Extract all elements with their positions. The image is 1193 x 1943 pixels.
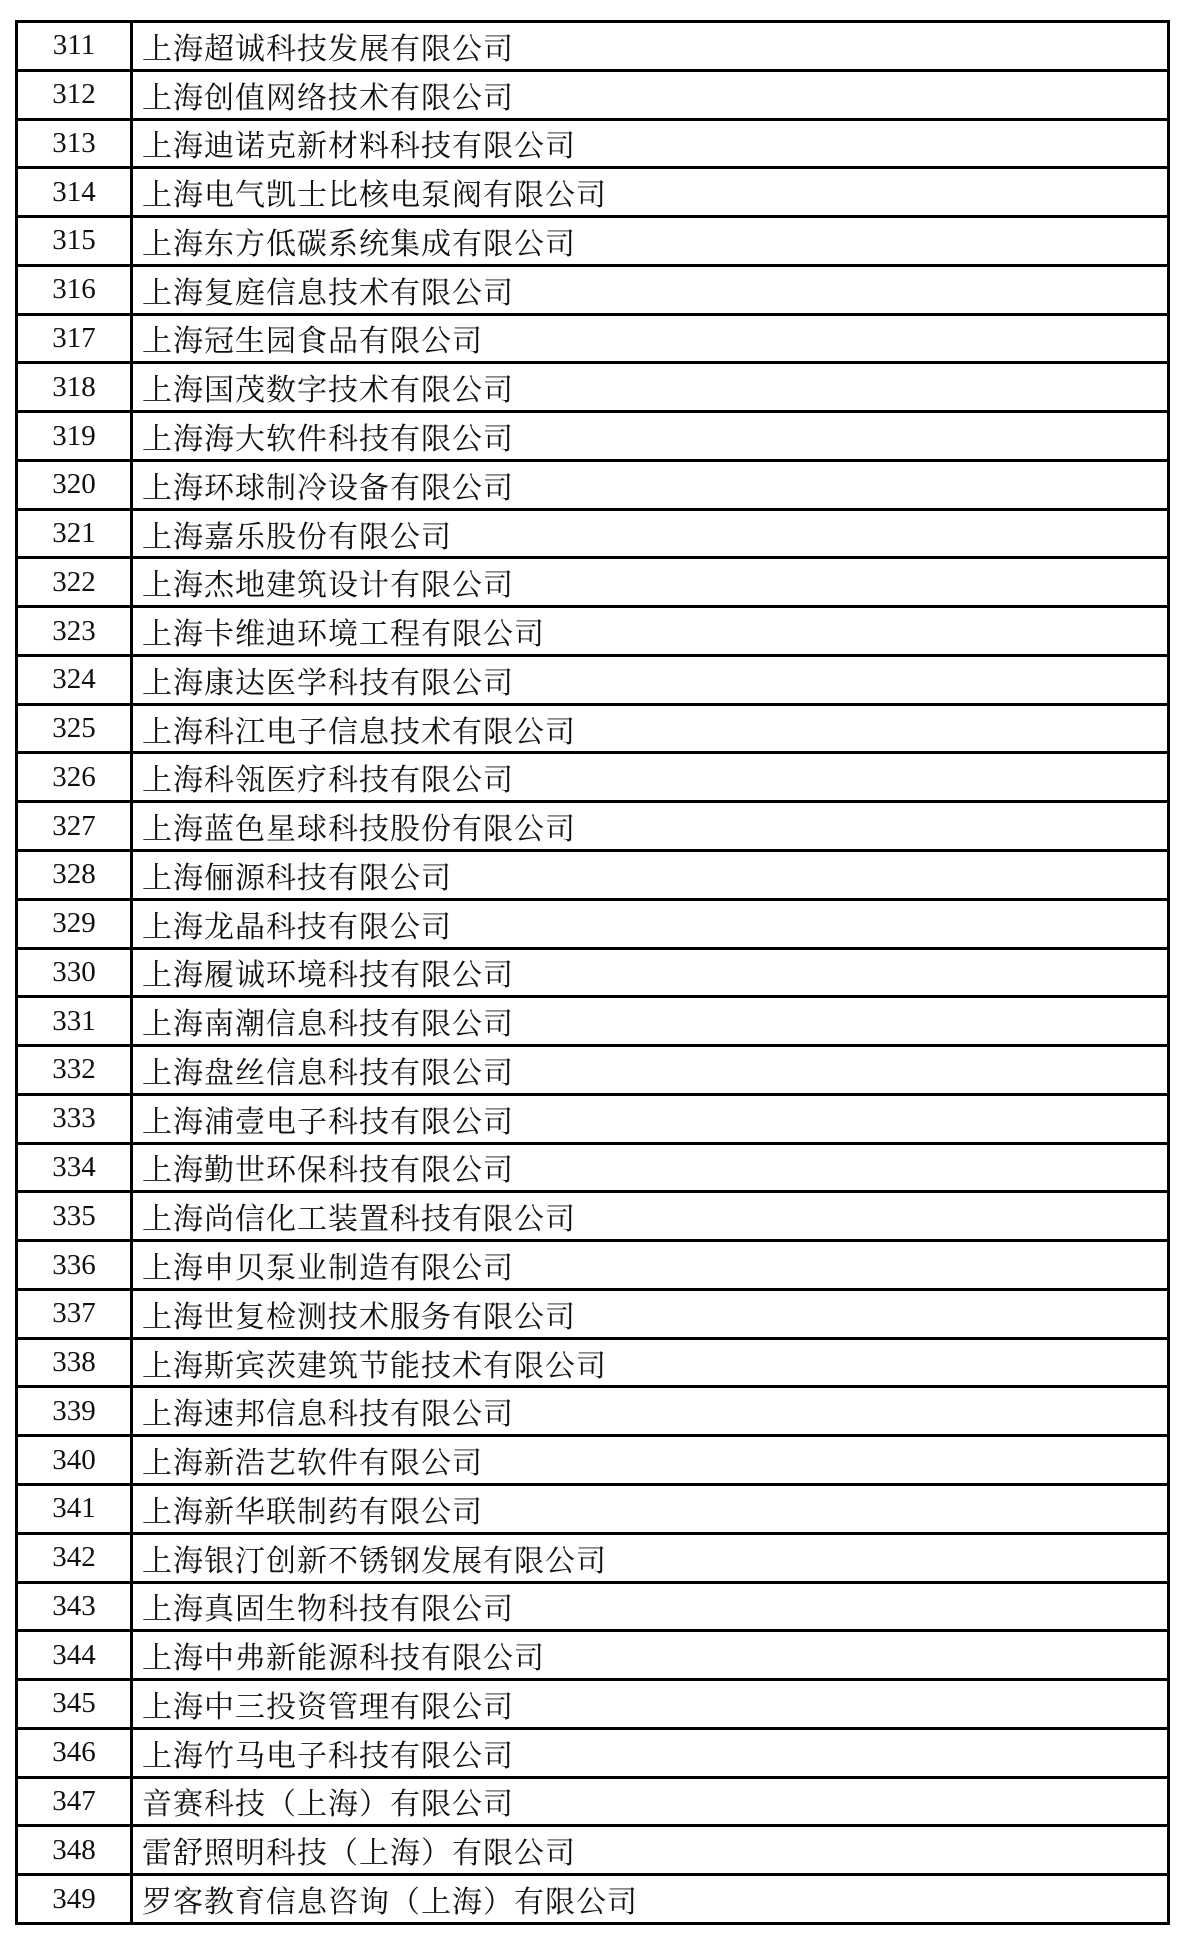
table-row [17, 1826, 1169, 1875]
company-name-cell: 上海真固生物科技有限公司 [132, 1582, 1169, 1631]
row-number-cell: 331 [17, 997, 132, 1046]
company-name-cell: 罗客教育信息咨询（上海）有限公司 [132, 1875, 1169, 1924]
company-name-cell: 上海超诚科技发展有限公司 [132, 22, 1169, 71]
table-row [17, 1582, 1169, 1631]
row-number-cell: 319 [17, 412, 132, 461]
table-row [17, 1875, 1169, 1924]
row-number-cell: 334 [17, 1143, 132, 1192]
company-name-cell: 上海履诚环境科技有限公司 [132, 948, 1169, 997]
row-number-cell: 340 [17, 1436, 132, 1485]
company-name-cell: 上海南潮信息科技有限公司 [132, 997, 1169, 1046]
row-number-cell: 315 [17, 217, 132, 266]
row-number-cell: 348 [17, 1826, 132, 1875]
company-name-cell: 音赛科技（上海）有限公司 [132, 1777, 1169, 1826]
table-row [17, 1338, 1169, 1387]
company-name-cell: 雷舒照明科技（上海）有限公司 [132, 1826, 1169, 1875]
row-number-cell: 318 [17, 363, 132, 412]
company-name-cell: 上海杰地建筑设计有限公司 [132, 558, 1169, 607]
table-row [17, 168, 1169, 217]
row-number-cell: 320 [17, 460, 132, 509]
table-row [17, 1387, 1169, 1436]
table-row [17, 753, 1169, 802]
table-row [17, 899, 1169, 948]
row-number-cell: 332 [17, 1046, 132, 1095]
row-number-cell: 324 [17, 655, 132, 704]
company-name-cell: 上海迪诺克新材料科技有限公司 [132, 119, 1169, 168]
row-number-cell: 313 [17, 119, 132, 168]
row-number-cell: 337 [17, 1289, 132, 1338]
table-row [17, 704, 1169, 753]
row-number-cell: 326 [17, 753, 132, 802]
table-row [17, 1728, 1169, 1777]
company-name-cell: 上海蓝色星球科技股份有限公司 [132, 802, 1169, 851]
company-name-cell: 上海俪源科技有限公司 [132, 851, 1169, 900]
company-name-cell: 上海海大软件科技有限公司 [132, 412, 1169, 461]
company-name-cell: 上海东方低碳系统集成有限公司 [132, 217, 1169, 266]
company-name-cell: 上海科瓴医疗科技有限公司 [132, 753, 1169, 802]
row-number-cell: 338 [17, 1338, 132, 1387]
company-name-cell: 上海申贝泵业制造有限公司 [132, 1241, 1169, 1290]
company-name-cell: 上海复庭信息技术有限公司 [132, 265, 1169, 314]
company-name-cell: 上海冠生园食品有限公司 [132, 314, 1169, 363]
table-row [17, 1094, 1169, 1143]
table-row [17, 1777, 1169, 1826]
company-name-cell: 上海康达医学科技有限公司 [132, 655, 1169, 704]
table-row [17, 1631, 1169, 1680]
row-number-cell: 314 [17, 168, 132, 217]
row-number-cell: 327 [17, 802, 132, 851]
row-number-cell: 336 [17, 1241, 132, 1290]
company-name-cell: 上海新华联制药有限公司 [132, 1484, 1169, 1533]
company-name-cell: 上海科江电子信息技术有限公司 [132, 704, 1169, 753]
company-name-cell: 上海勤世环保科技有限公司 [132, 1143, 1169, 1192]
table-row [17, 1680, 1169, 1729]
row-number-cell: 341 [17, 1484, 132, 1533]
company-name-cell: 上海中弗新能源科技有限公司 [132, 1631, 1169, 1680]
table-row [17, 1192, 1169, 1241]
company-name-cell: 上海电气凯士比核电泵阀有限公司 [132, 168, 1169, 217]
table-row [17, 509, 1169, 558]
row-number-cell: 342 [17, 1533, 132, 1582]
table-row [17, 22, 1169, 71]
row-number-cell: 312 [17, 70, 132, 119]
company-name-cell: 上海中三投资管理有限公司 [132, 1680, 1169, 1729]
table-row [17, 217, 1169, 266]
company-name-cell: 上海竹马电子科技有限公司 [132, 1728, 1169, 1777]
table-row [17, 314, 1169, 363]
company-table [15, 20, 1170, 1925]
table-row [17, 119, 1169, 168]
company-name-cell: 上海浦壹电子科技有限公司 [132, 1094, 1169, 1143]
table-row [17, 460, 1169, 509]
table-row [17, 412, 1169, 461]
table-row [17, 1533, 1169, 1582]
row-number-cell: 317 [17, 314, 132, 363]
row-number-cell: 349 [17, 1875, 132, 1924]
table-row [17, 1289, 1169, 1338]
row-number-cell: 339 [17, 1387, 132, 1436]
row-number-cell: 346 [17, 1728, 132, 1777]
row-number-cell: 343 [17, 1582, 132, 1631]
company-name-cell: 上海盘丝信息科技有限公司 [132, 1046, 1169, 1095]
row-number-cell: 325 [17, 704, 132, 753]
table-row [17, 851, 1169, 900]
company-name-cell: 上海龙晶科技有限公司 [132, 899, 1169, 948]
row-number-cell: 333 [17, 1094, 132, 1143]
company-name-cell: 上海卡维迪环境工程有限公司 [132, 607, 1169, 656]
table-row [17, 1241, 1169, 1290]
table-row [17, 655, 1169, 704]
row-number-cell: 330 [17, 948, 132, 997]
row-number-cell: 323 [17, 607, 132, 656]
row-number-cell: 328 [17, 851, 132, 900]
row-number-cell: 344 [17, 1631, 132, 1680]
row-number-cell: 329 [17, 899, 132, 948]
row-number-cell: 322 [17, 558, 132, 607]
row-number-cell: 347 [17, 1777, 132, 1826]
company-table-body [17, 22, 1169, 1924]
row-number-cell: 311 [17, 22, 132, 71]
company-name-cell: 上海新浩艺软件有限公司 [132, 1436, 1169, 1485]
company-name-cell: 上海环球制冷设备有限公司 [132, 460, 1169, 509]
company-name-cell: 上海嘉乐股份有限公司 [132, 509, 1169, 558]
company-name-cell: 上海银汀创新不锈钢发展有限公司 [132, 1533, 1169, 1582]
table-row [17, 363, 1169, 412]
table-row [17, 70, 1169, 119]
row-number-cell: 345 [17, 1680, 132, 1729]
company-name-cell: 上海国茂数字技术有限公司 [132, 363, 1169, 412]
table-row [17, 558, 1169, 607]
company-name-cell: 上海尚信化工装置科技有限公司 [132, 1192, 1169, 1241]
table-row [17, 997, 1169, 1046]
company-name-cell: 上海世复检测技术服务有限公司 [132, 1289, 1169, 1338]
row-number-cell: 321 [17, 509, 132, 558]
row-number-cell: 335 [17, 1192, 132, 1241]
table-row [17, 1143, 1169, 1192]
table-row [17, 948, 1169, 997]
row-number-cell: 316 [17, 265, 132, 314]
company-name-cell: 上海斯宾茨建筑节能技术有限公司 [132, 1338, 1169, 1387]
table-row [17, 607, 1169, 656]
company-name-cell: 上海速邦信息科技有限公司 [132, 1387, 1169, 1436]
company-name-cell: 上海创值网络技术有限公司 [132, 70, 1169, 119]
table-row [17, 1046, 1169, 1095]
table-row [17, 802, 1169, 851]
table-row [17, 1484, 1169, 1533]
table-row [17, 265, 1169, 314]
table-row [17, 1436, 1169, 1485]
